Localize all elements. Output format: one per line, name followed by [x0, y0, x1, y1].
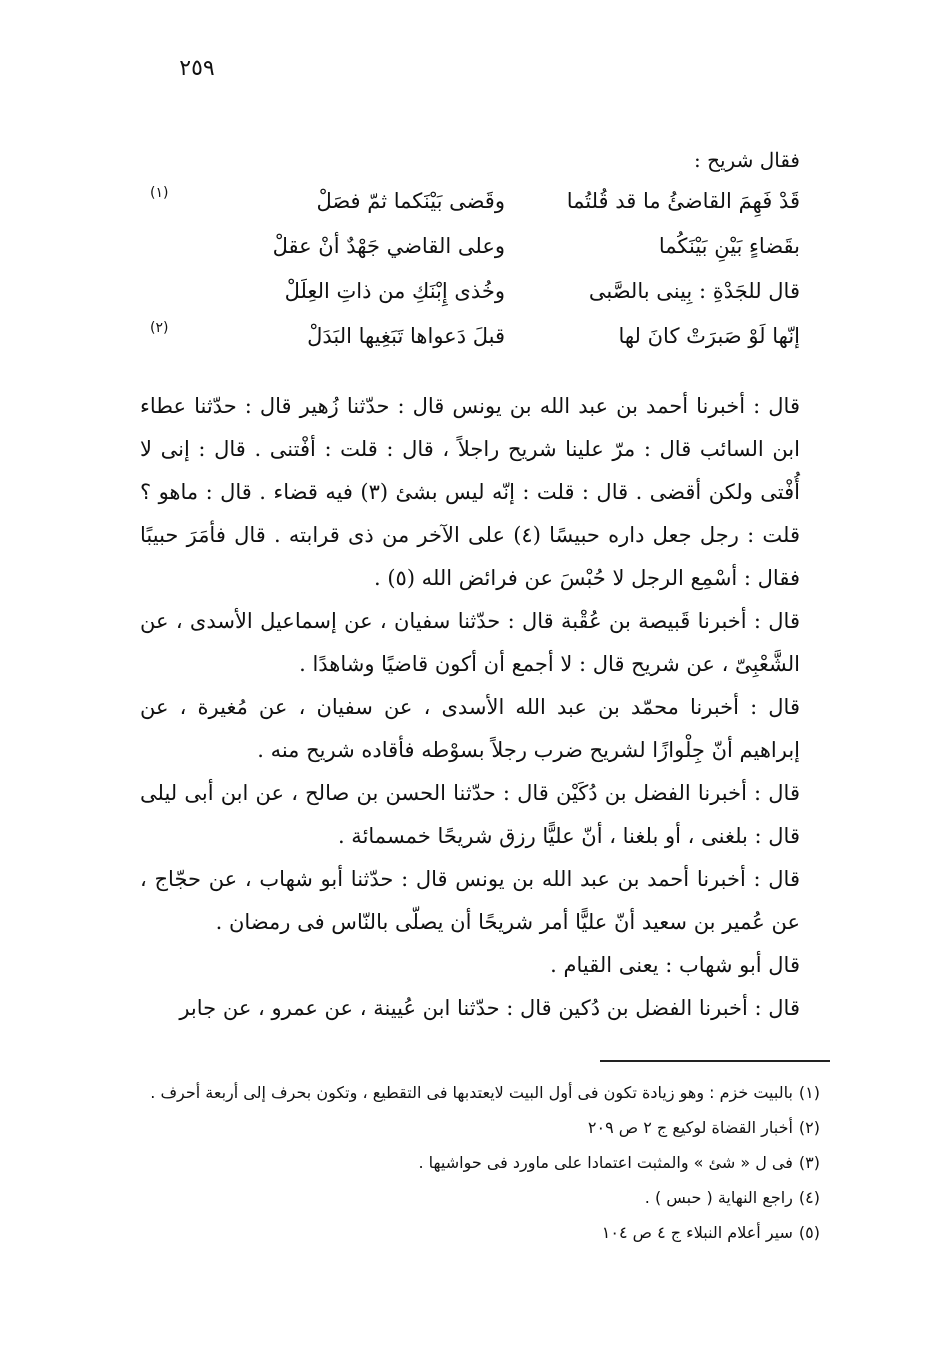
footnote-mark: (١): [798, 1083, 820, 1102]
footnote-text: فى ل « شئ » والمثبت اعتمادا على ماورد فى حواشيها .: [418, 1153, 793, 1172]
poem-verse: [140, 224, 800, 269]
poem-verse: [140, 314, 800, 359]
footnote: [140, 1110, 820, 1145]
footnote: [140, 1145, 820, 1180]
verse-second-hemistich: وعلى القاضي جَهْدٌ أنْ عقلْ: [272, 234, 505, 258]
page-number: ٢٥٩: [179, 56, 215, 81]
verse-first-hemistich: إنّها لَوْ صَبرَتْ كانَ لها: [618, 324, 800, 348]
footnote-text: سير أعلام النبلاء ج ٤ ص ١٠٤: [601, 1223, 793, 1242]
poem-verse: [140, 269, 800, 314]
poem-verse: [140, 179, 800, 224]
paragraph: قال أبو شهاب : يعنى القيام .: [550, 953, 800, 977]
footnote-divider: [600, 1060, 830, 1062]
verse-footnote-mark: (١): [150, 185, 169, 201]
footnotes: [140, 1075, 820, 1250]
body-paragraphs: [140, 385, 800, 1030]
footnote-text: أخبار القضاة لوكيع ج ٢ ص ٢٠٩: [587, 1118, 793, 1137]
verse-first-hemistich: قال للجَدْةِ : بِينى بالصَّبى: [588, 279, 800, 303]
paragraph: قال : أخبرنا محمّد بن عبد الله الأسدى ، عن سفيان ، عن مُغيرة ، عن إبراهيم أنّ جِلْوازًا لشريح ضرب رجلاً بسوْطه فأقاده شريح منه .: [140, 695, 800, 762]
verse-second-hemistich: قبلَ دَعواها تَبَغِيها البَدَلْ: [307, 324, 505, 348]
paragraph: قال : أخبرنا الفضل بن دُكين قال : حدّثنا ابن عُيينة ، عن عمرو ، عن جابر: [179, 996, 800, 1020]
poem-intro: فقال شريح :: [693, 148, 800, 172]
verse-second-hemistich: وقَضى بَيْنَكما ثمّ فصَلْ: [316, 189, 505, 213]
footnote-mark: (٣): [798, 1153, 820, 1172]
verse-first-hemistich: بقَضاءٍ بَيْنِ بَيْنَكُما: [658, 234, 800, 258]
paragraph: قال : أخبرنا قَبيصة بن عُقْبة قال : حدّثنا سفيان ، عن إسماعيل الأسدى ، عن الشَّعْبِىّ ، عن شريح قال : لا أجمع أن أكون قاضيًا وشاهدًا .: [140, 609, 800, 676]
verse-second-hemistich: وخُذى إِبْنَكِ من ذاتِ العِلَلْ: [284, 279, 505, 303]
footnote: [140, 1215, 820, 1250]
verse-footnote-mark: (٢): [150, 320, 169, 336]
footnote-text: بالبيت خزم : وهو زيادة تكون فى أول البيت لايعتدبها فى التقطيع ، وتكون بحرف إلى أربعة أحرف .: [150, 1083, 793, 1102]
footnote-mark: (٤): [798, 1188, 820, 1207]
footnote-mark: (٥): [798, 1223, 820, 1242]
paragraph: قال : أخبرنا أحمد بن عبد الله بن يونس قال : حدّثنا أبو شهاب ، عن حجّاج ، عن عُمير بن سعيد أنّ عليًّا أمر شريحًا أن يصلّى بالنّاس فى رمضان .: [140, 867, 800, 934]
paragraph: قال : أخبرنا أحمد بن عبد الله بن يونس قال : حدّثنا زُهير قال : حدّثنا عطاء ابن السائب قال : مرّ علينا شريح راجلاً ، قال : قلت : أفْتنى . قال : إنى لا أُفْتى ولكن أقضى . قال : قلت : إنّه ليس بشئ (٣) فيه قضاء . قال : ماهو ؟ قلت : رجل جعل داره حبيسًا (٤) على الآخر من ذى قرابته . قال فأمَرَ حبيبًا فقال : أسْمِع الرجل لا حُبْسَ عن فرائض الله (٥) .: [140, 394, 801, 590]
footnote-mark: (٢): [798, 1118, 820, 1137]
footnote: [140, 1075, 820, 1110]
paragraph: قال : أخبرنا الفضل بن دُكَيْن قال : حدّثنا الحسن بن صالح ، عن ابن أبى ليلى قال : بلغنى ، أو بلغنا ، أنّ عليًّا رزق شريحًا خمسمائة .: [140, 781, 800, 848]
main-text: [140, 145, 800, 1030]
footnote-text: راجع النهاية ( حبس ) .: [644, 1188, 793, 1207]
footnote: [140, 1180, 820, 1215]
verse-first-hemistich: قَدْ فَهِمَ القاضئُ ما قد قُلتُما: [566, 189, 800, 213]
poem: [140, 179, 800, 359]
